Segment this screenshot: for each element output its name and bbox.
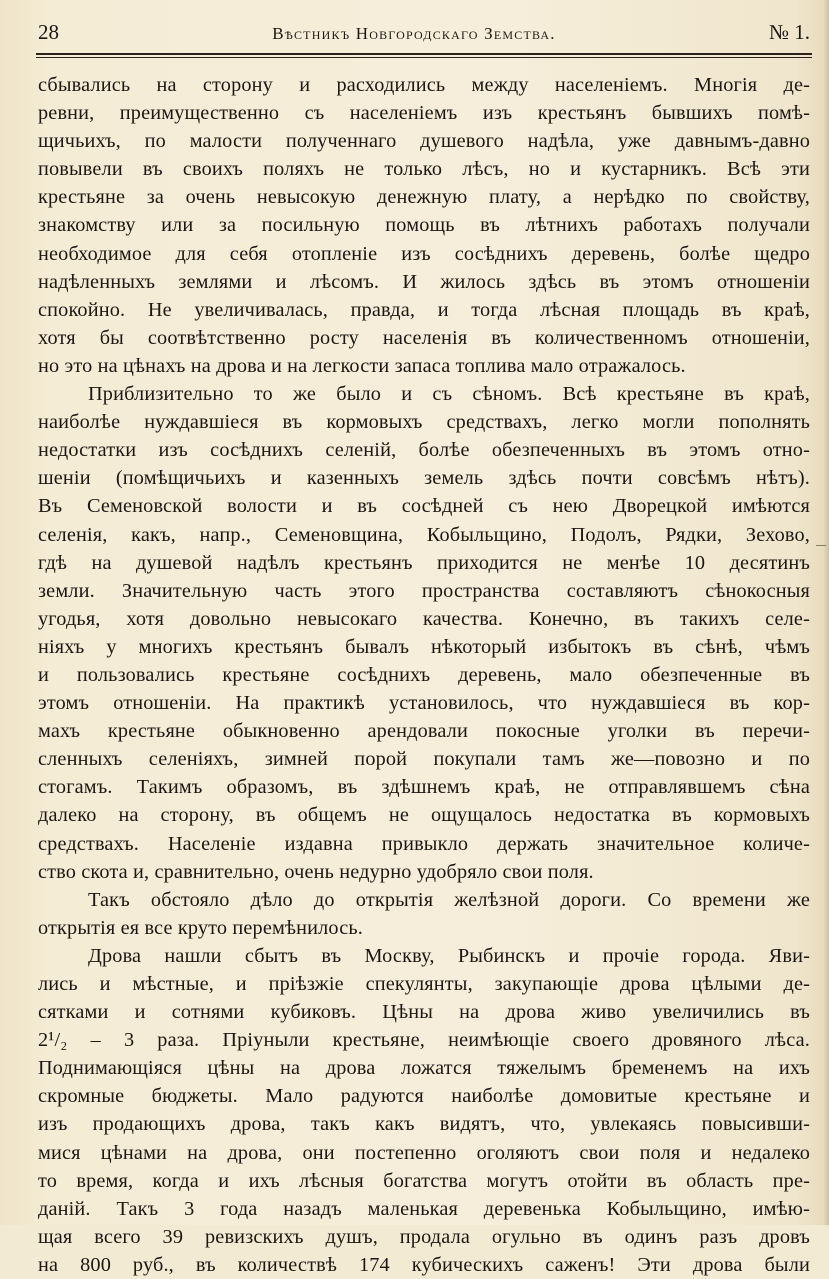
text-line: то время, когда и ихъ лѣсныя богатства могутъ отойти въ область пре- — [38, 1169, 810, 1192]
issue-number: № 1. — [768, 20, 810, 44]
text-line: сбывались на сторону и расходились между населеніемъ. Многія де- — [38, 74, 810, 96]
text-line: наиболѣе нуждавшіеся въ кормовыхъ средствахъ, легко могли пополнять — [38, 411, 810, 434]
text-line: щая всего 39 ревизскихъ душъ, продала огульно въ одинъ разъ дровъ — [38, 1225, 810, 1248]
text-line: сленныхъ селеніяхъ, зимней порой покупали тамъ же—повозно и по — [38, 748, 810, 771]
text-line: надѣленныхъ землями и лѣсомъ. И жилось здѣсь въ этомъ отношеніи — [38, 270, 810, 293]
text-line: недостатки изъ сосѣднихъ селеній, болѣе обезпеченныхъ въ этомъ отно- — [38, 439, 810, 462]
text-line: повывели въ своихъ поляхъ не только лѣсъ, но и кустарникъ. Всѣ эти — [38, 158, 810, 181]
text-line: щичьихъ, по малости полученнаго душевого надѣла, уже давнымъ-давно — [38, 130, 810, 153]
text-line: открытія ея все круто перемѣнилось. — [38, 916, 363, 939]
text-line: махъ крестьяне обыкновенно арендовали покосные уголки въ перечи- — [38, 720, 810, 743]
text-line: скромные бюджеты. Мало радуются наиболѣе домовитые крестьяне и — [38, 1085, 810, 1108]
text-line: ніяхъ у многихъ крестьянъ бывалъ нѣкоторый избытокъ въ сѣнѣ, чѣмъ — [38, 635, 810, 658]
text-line: стогамъ. Такимъ образомъ, въ здѣшнемъ краѣ, не отправлявшемъ сѣна — [38, 776, 810, 799]
text-line: угодья, хотя довольно невысокаго качества. Конечно, въ такихъ селе- — [38, 607, 810, 630]
text-line: необходимое для себя отопленіе изъ сосѣднихъ деревень, болѣе щедро — [38, 242, 810, 265]
text-line: Поднимающіяся цѣны на дрова ложатся тяжелымъ бременемъ на ихъ — [38, 1057, 810, 1080]
text-line: Дрова нашли сбытъ въ Москву, Рыбинскъ и прочіе города. Яви- — [88, 944, 810, 967]
text-line: лись и мѣстные, и пріѣзжіе спекулянты, закупающіе дрова цѣлыми де- — [38, 973, 810, 995]
text-line: знакомству или за посильную помощь въ лѣтнихъ работахъ получали — [38, 214, 810, 237]
text-line: шеніи (помѣщичьихъ и казенныхъ земель здѣсь почти совсѣмъ нѣтъ). — [38, 467, 810, 490]
text-line: сятками и сотнями кубиковъ. Цѣны на дрова живо увеличились въ — [38, 1001, 810, 1024]
text-line: селенія, какъ, напр., Семеновщина, Кобыльщино, Подолъ, Рядки, Зехово, — [38, 523, 810, 546]
text-line: на 800 руб., въ количествѣ 174 кубическихъ саженъ! Эти дрова были — [38, 1253, 810, 1276]
page-number: 28 — [38, 20, 59, 44]
text-line: но это на цѣнахъ на дрова и на легкости запаса топлива мало отражалось. — [38, 354, 686, 377]
text-line: хотя бы соотвѣтственно росту населенія въ количественномъ отношеніи, — [38, 326, 810, 349]
text-line: Приблизительно то же было и съ сѣномъ. Всѣ крестьяне въ краѣ, — [88, 383, 810, 406]
journal-title: Вѣстникъ Новгородскаго Земства. — [272, 24, 556, 43]
page-edge-shadow — [823, 0, 829, 1225]
text-line: Въ Семеновской волости и въ сосѣдней съ нею Дворецкой имѣются — [38, 495, 810, 518]
text-line: крестьяне за очень невысокую денежную плату, а нерѣдко по свойству, — [38, 186, 810, 209]
article-body — [38, 71, 810, 1279]
text-line: спокойно. Не увеличивалась, правда, и тогда лѣсная площадь въ краѣ, — [38, 298, 810, 321]
header-rule — [36, 53, 812, 55]
text-line: даній. Такъ 3 года назадъ маленькая деревенька Кобыльщино, имѣю- — [38, 1197, 810, 1220]
text-line: Такъ обстояло дѣло до открытія желѣзной дороги. Со времени же — [88, 888, 810, 911]
running-header — [38, 20, 810, 52]
text-line: мися цѣнами на дрова, они постепенно оголяютъ свои поля и недалеко — [38, 1141, 810, 1164]
text-line: изъ продающихъ дрова, такъ какъ видятъ, что, увлекаясь повысивши- — [38, 1113, 810, 1136]
header-rule-thin — [36, 57, 812, 58]
text-line: далеко на сторону, въ общемъ не ощущалось недостатка въ кормовыхъ — [38, 804, 810, 827]
text-line: средствахъ. Населеніе издавна привыкло держать значительное количе- — [38, 832, 810, 855]
text-line: ство скота и, сравнительно, очень недурно удобряло свои поля. — [38, 860, 594, 883]
text-line: 2¹/₂ – 3 раза. Пріуныли крестьяне, неимѣющіе своего дровяного лѣса. — [38, 1029, 810, 1052]
text-line: гдѣ на душевой надѣлъ крестьянъ приходится не менѣе 10 десятинъ — [38, 551, 810, 574]
text-line: и пользовались крестьяне сосѣднихъ деревень, мало обезпеченные въ — [38, 663, 810, 686]
text-line: земли. Значительную часть этого пространства составляютъ сѣнокосныя — [38, 579, 810, 602]
text-line: ревни, преимущественно съ населеніемъ изъ крестьянъ бывшихъ помѣ- — [38, 102, 810, 125]
text-line: этомъ отношеніи. На практикѣ установилось, что нуждавшіеся въ кор- — [38, 692, 810, 715]
